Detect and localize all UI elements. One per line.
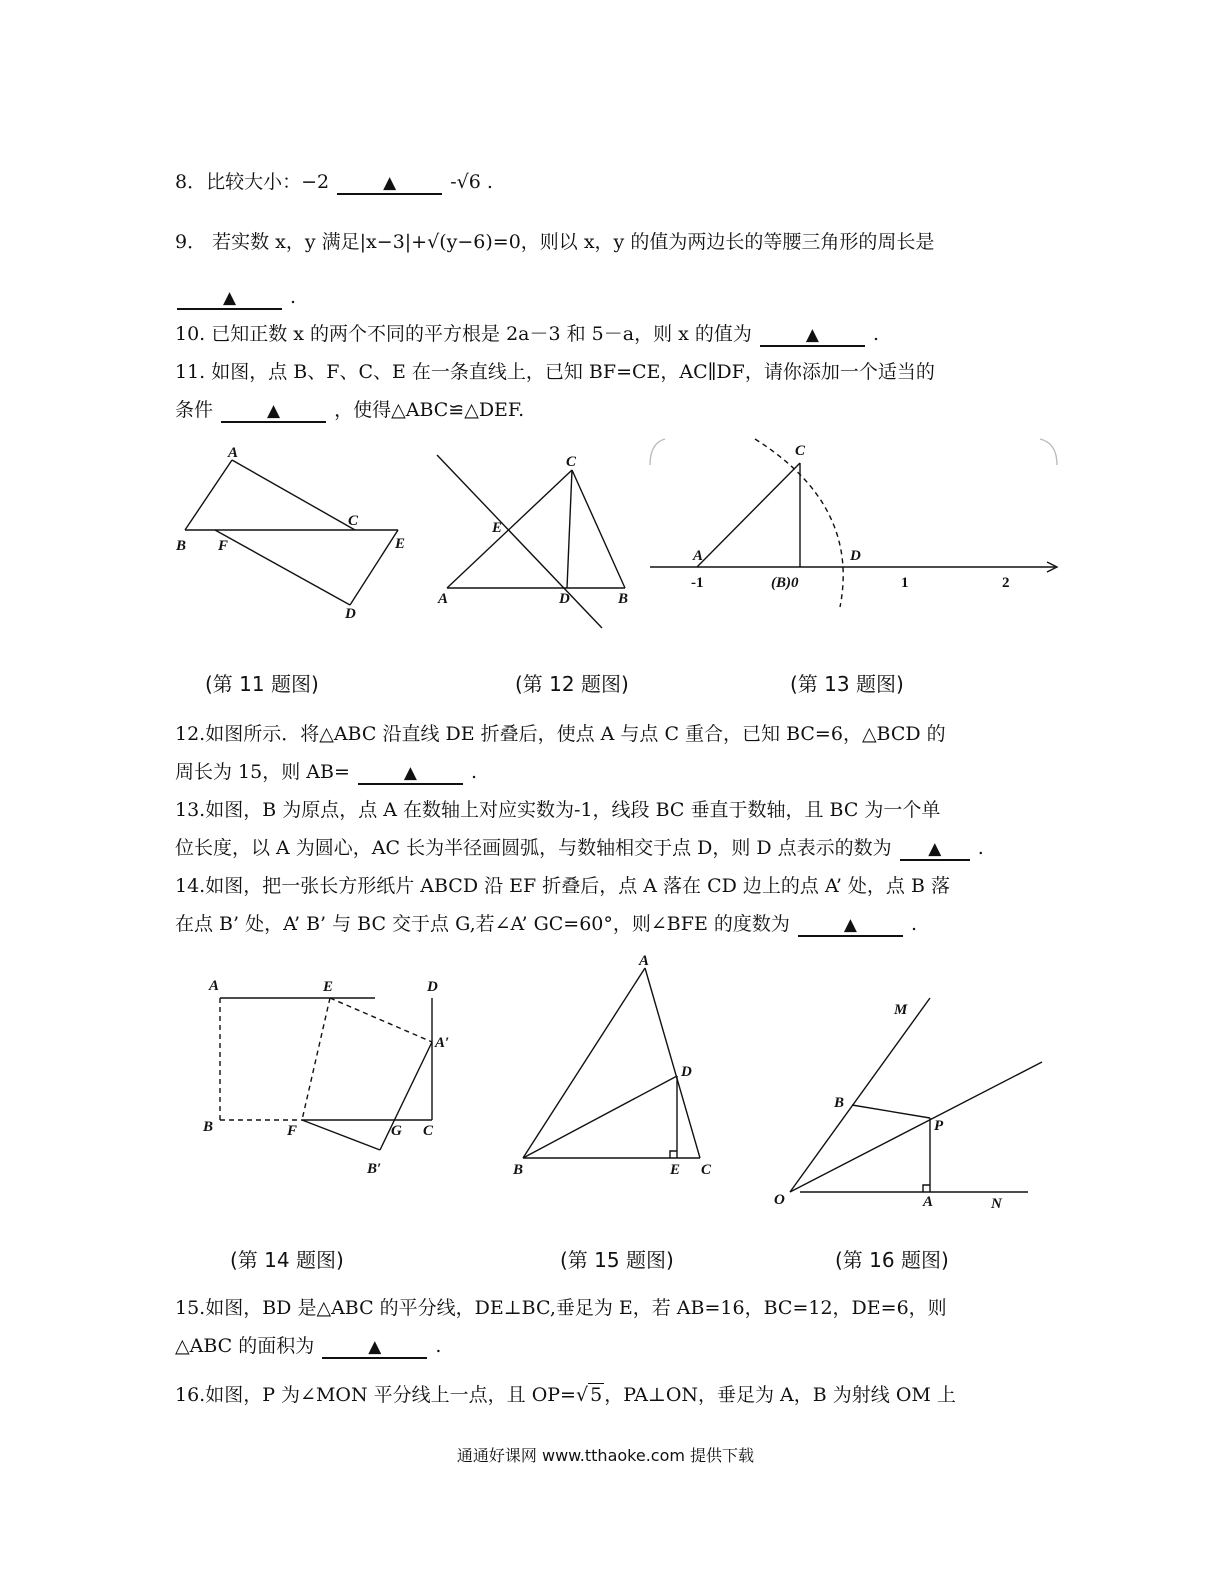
question-13-line1: 13.如图，B 为原点，点 A 在数轴上对应实数为-1，线段 BC 垂直于数轴，且 BC 为一个单: [175, 799, 941, 821]
question-15-line1: 15.如图，BD 是△ABC 的平分线，DE⊥BC,垂足为 E，若 AB=16，BC=12，DE=6，则: [175, 1297, 947, 1319]
fig11-label-C: C: [348, 513, 359, 529]
question-12-line2: 周长为 15，则 AB= ▲ .: [175, 760, 477, 785]
question-11-line2: 条件 ▲ ，使得△ABC≌△DEF.: [175, 398, 524, 423]
question-13-line2: 位长度，以 A 为圆心，AC 长为半径画圆弧，与数轴相交于点 D，则 D 点表示的数为 ▲ .: [175, 836, 984, 861]
fig12-label-C: C: [566, 454, 577, 470]
sqrt-five: 5: [590, 1384, 603, 1406]
answer-blank-10[interactable]: [760, 325, 865, 347]
fig14-label-E: E: [323, 979, 334, 995]
fig11-label-A: A: [228, 445, 239, 461]
fig11-label-D: D: [345, 606, 356, 622]
answer-blank-9[interactable]: [177, 288, 282, 310]
fig12-label-E: E: [492, 520, 503, 536]
fig13-tick-B0: (B)0: [771, 575, 799, 591]
fig14-label-B: B: [203, 1119, 214, 1135]
fig15-label-B: B: [513, 1162, 524, 1178]
fig13-tick-2: 2: [1002, 575, 1010, 591]
caption-fig14: (第 14 题图): [230, 1248, 344, 1272]
question-16-line1: 16.如图，P 为∠MON 平分线上一点，且 OP=√ 5 ，PA⊥ON，垂足为 A，B 为射线 OM 上: [175, 1384, 956, 1406]
question-14-line2: 在点 B’ 处，A’ B’ 与 BC 交于点 G,若∠A’ GC=60°，则∠BFE 的度数为 ▲ .: [175, 912, 917, 937]
fig13-label-C: C: [795, 443, 806, 459]
fig12-label-A: A: [438, 591, 449, 607]
fig15-label-C: C: [701, 1162, 712, 1178]
fig14-label-C: C: [423, 1123, 434, 1139]
fig13-label-D: D: [850, 548, 861, 564]
fig15-label-D: D: [681, 1064, 692, 1080]
answer-blank-8[interactable]: [337, 173, 442, 195]
fig12-label-D: D: [559, 591, 570, 607]
answer-blank-13[interactable]: [900, 839, 970, 861]
question-9-blank-line: ▲ .: [175, 285, 296, 310]
fig16-label-P: P: [934, 1118, 944, 1134]
answer-blank-15[interactable]: [322, 1337, 427, 1359]
fig11-label-F: F: [218, 538, 229, 554]
question-14-line1: 14.如图，把一张长方形纸片 ABCD 沿 EF 折叠后，点 A 落在 CD 边上的点 A’ 处，点 B 落: [175, 875, 950, 897]
question-9: 9． 若实数 x，y 满足|x−3|+√(y−6)=0，则以 x，y 的值为两边长的等腰三角形的周长是: [175, 231, 935, 253]
question-8: 8．比较大小：−2 ▲ -√6 .: [175, 170, 493, 195]
fig15-label-A: A: [639, 953, 650, 969]
fig14-label-A: A: [209, 978, 220, 994]
figure-14: [195, 975, 465, 1180]
fig14-label-G: G: [391, 1123, 402, 1139]
fig11-label-E: E: [395, 536, 406, 552]
question-12-line1: 12.如图所示．将△ABC 沿直线 DE 折叠后，使点 A 与点 C 重合，已知 BC=6，△BCD 的: [175, 723, 946, 745]
fig15-label-E: E: [670, 1162, 681, 1178]
fig16-label-B: B: [834, 1095, 845, 1111]
question-11-line1: 11. 如图，点 B、F、C、E 在一条直线上，已知 BF=CE，AC∥DF，请你添加一个适当的: [175, 361, 935, 383]
fig16-label-A: A: [923, 1194, 934, 1210]
figure-13: [645, 435, 1065, 610]
answer-blank-11[interactable]: [221, 401, 326, 423]
page-footer: 通通好课网 www.tthaoke.com 提供下载: [456, 1446, 755, 1465]
fig12-label-B: B: [618, 591, 629, 607]
question-10: 10. 已知正数 x 的两个不同的平方根是 2a－3 和 5－a，则 x 的值为 ▲ .: [175, 322, 879, 347]
fig16-label-O: O: [774, 1192, 785, 1208]
figure-15: [505, 950, 725, 1185]
fig13-label-A: A: [693, 548, 704, 564]
question-15-line2: △ABC 的面积为 ▲ .: [175, 1334, 441, 1359]
fig11-label-B: B: [176, 538, 187, 554]
fig13-tick-neg1: -1: [691, 575, 704, 591]
fig14-label-F: F: [287, 1123, 298, 1139]
caption-fig11: (第 11 题图): [205, 672, 319, 696]
fig14-label-A-prime: A′: [435, 1035, 450, 1051]
fig13-tick-1: 1: [901, 575, 909, 591]
figure-11: [170, 440, 420, 630]
figure-12: [432, 450, 632, 635]
answer-blank-12[interactable]: [358, 763, 463, 785]
fig14-label-D: D: [427, 979, 438, 995]
fig16-label-M: M: [894, 1002, 908, 1018]
caption-fig15: (第 15 题图): [560, 1248, 674, 1272]
fig14-label-B-prime: B′: [367, 1161, 382, 1177]
answer-blank-14[interactable]: [798, 915, 903, 937]
caption-fig16: (第 16 题图): [835, 1248, 949, 1272]
figure-16: [770, 990, 1050, 1215]
fig16-label-N: N: [991, 1196, 1002, 1212]
caption-fig13: (第 13 题图): [790, 672, 904, 696]
caption-fig12: (第 12 题图): [515, 672, 629, 696]
